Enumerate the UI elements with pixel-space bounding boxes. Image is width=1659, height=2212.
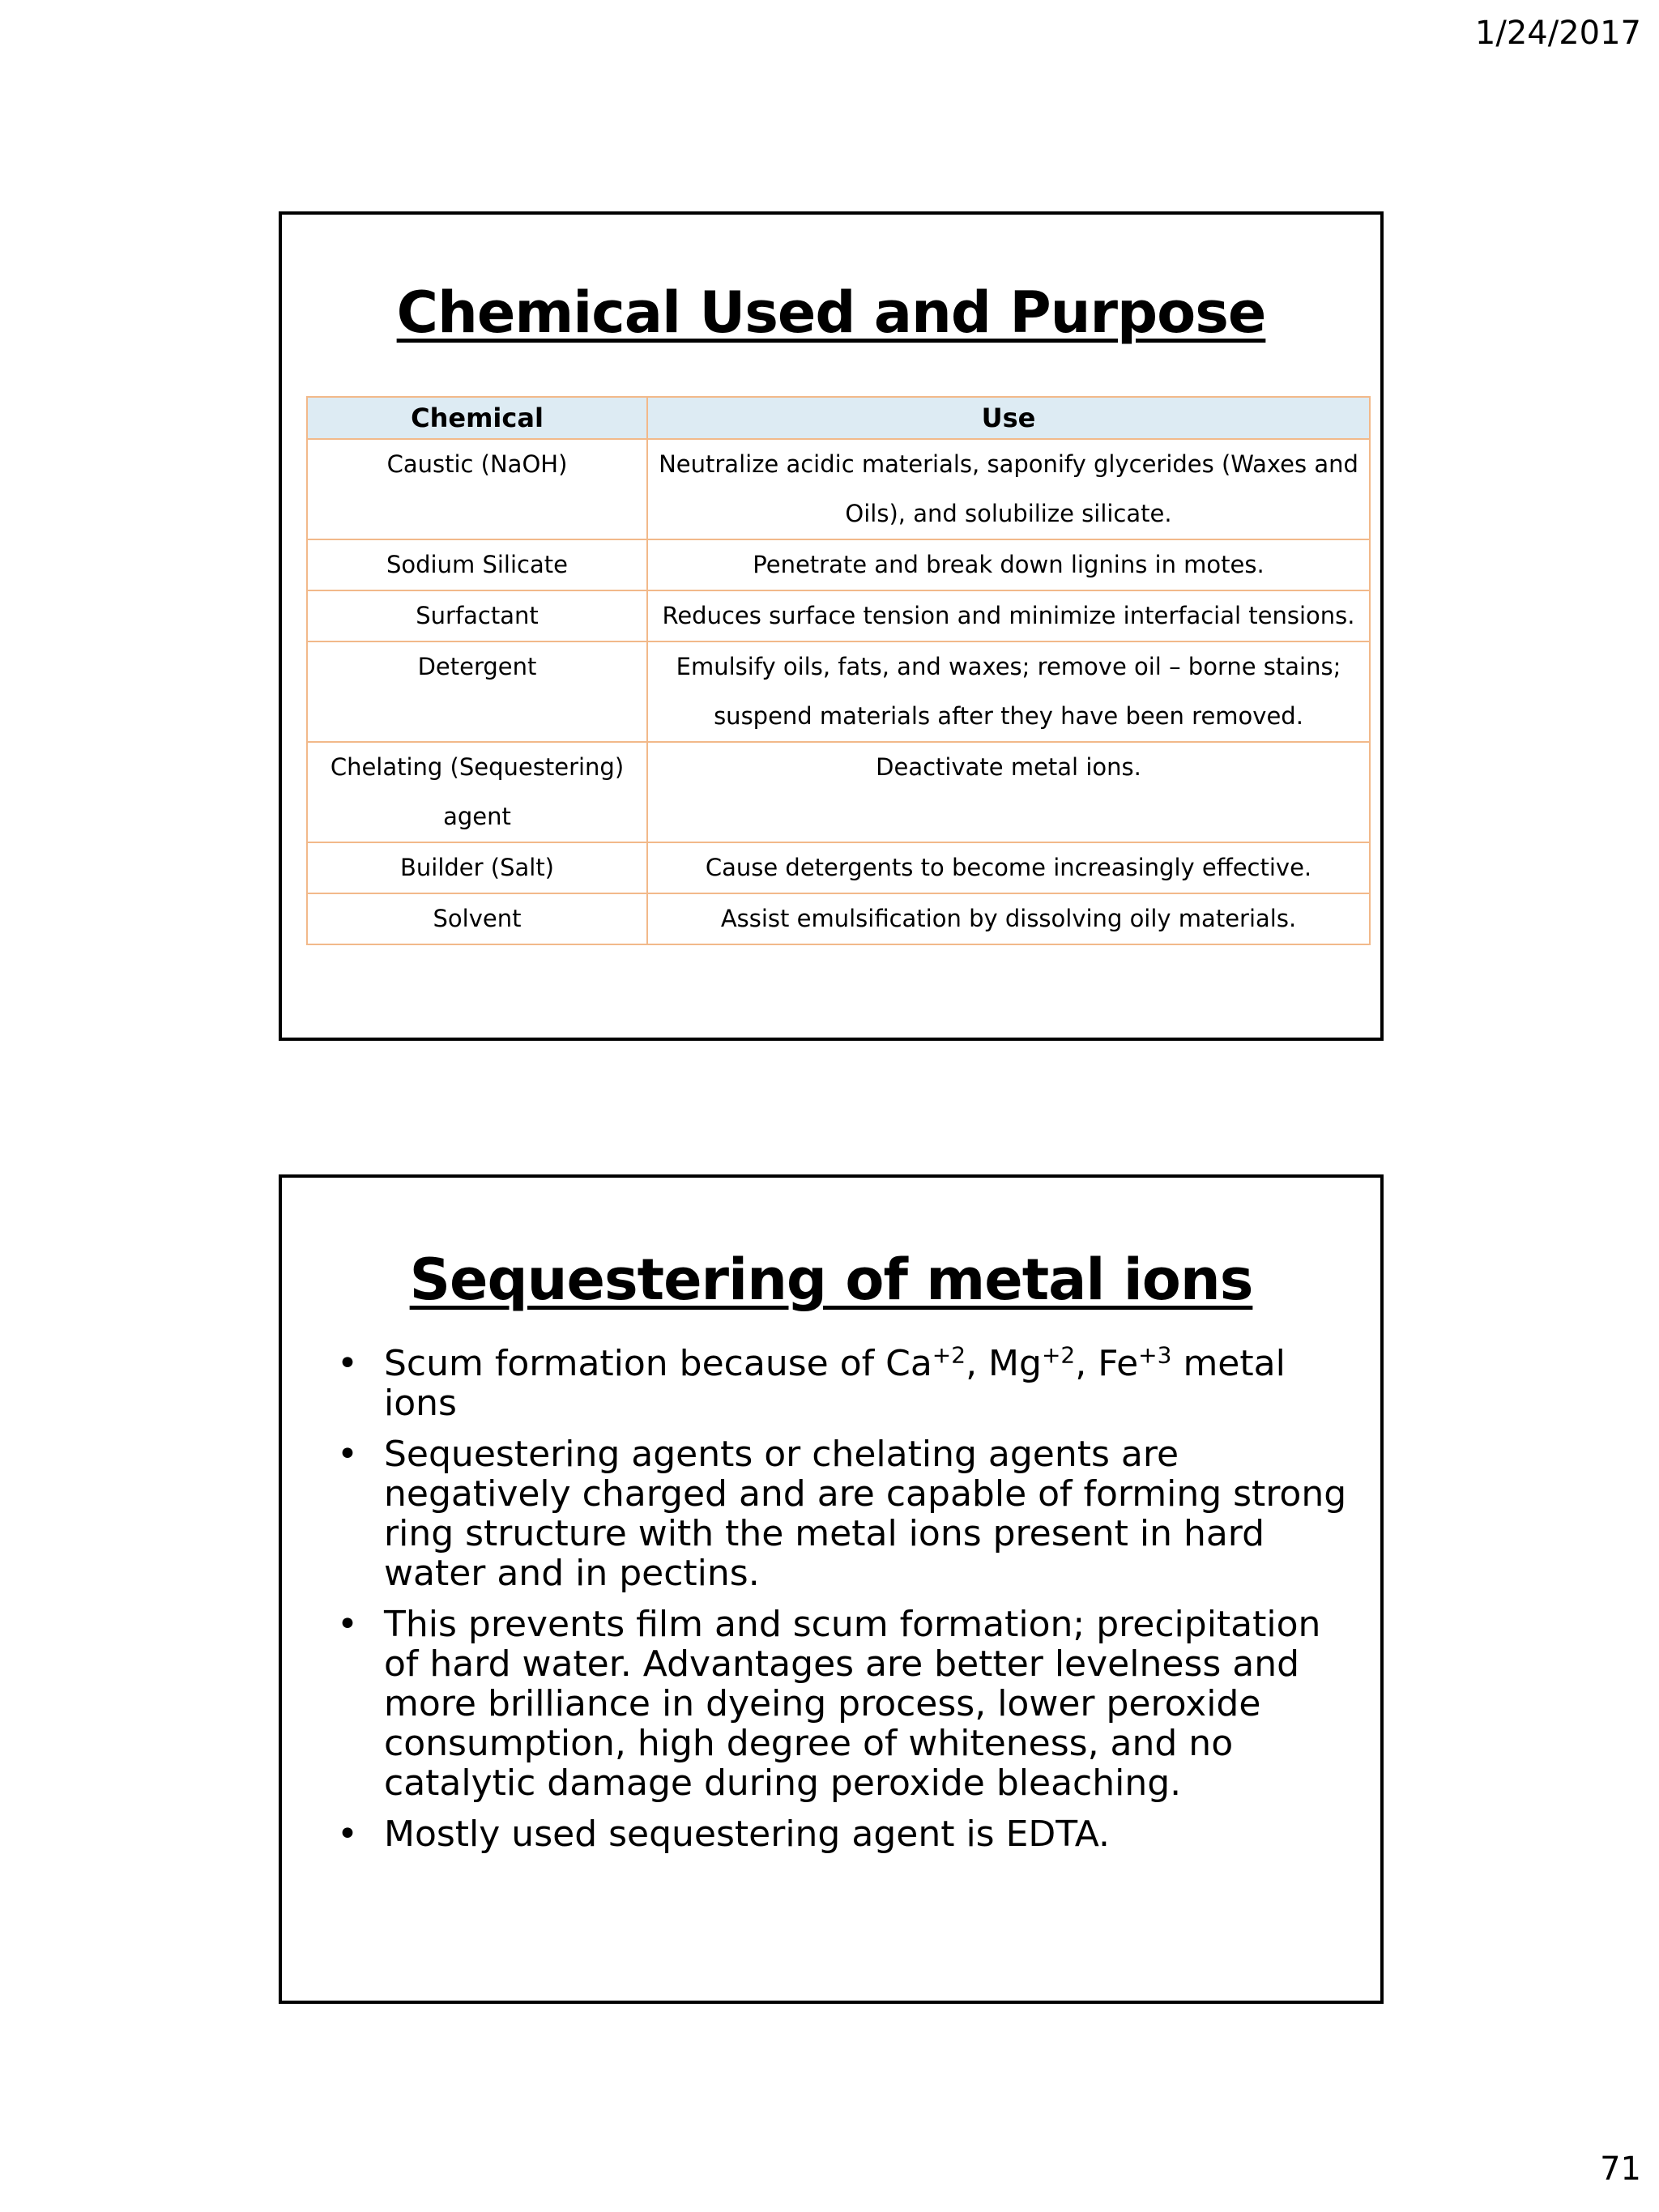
bullet-item: • This prevents film and scum formation; precipitation of hard water. Advantages are better levelness and more brilliance in dyeing process, lower peroxide consumption, high degree of whiteness, and no catalytic damage during peroxide bleaching. bbox=[334, 1605, 1354, 1803]
bullet-list bbox=[334, 1341, 1354, 1865]
superscript: +2 bbox=[1041, 1341, 1076, 1369]
bullet-text: metal ions bbox=[384, 1343, 1286, 1424]
chemical-cell: Caustic (NaOH) bbox=[307, 439, 647, 539]
use-cell: Emulsify oils, fats, and waxes; remove oil – borne stains; suspend materials after they have been removed. bbox=[647, 641, 1370, 742]
use-cell: Reduces surface tension and minimize interfacial tensions. bbox=[647, 590, 1370, 641]
bullet-text: , Fe bbox=[1075, 1343, 1139, 1384]
chemical-cell: Sodium Silicate bbox=[307, 539, 647, 590]
table-header-row bbox=[307, 397, 1370, 439]
bullet-item: • Sequestering agents or chelating agents are negatively charged and are capable of forming strong ring structure with the metal ions present in hard water and in pectins. bbox=[334, 1434, 1354, 1593]
table-row bbox=[307, 842, 1370, 893]
column-header-chemical: Chemical bbox=[307, 397, 647, 439]
table-row bbox=[307, 641, 1370, 742]
use-cell: Neutralize acidic materials, saponify glycerides (Waxes and Oils), and solubilize silicate. bbox=[647, 439, 1370, 539]
bullet-text: , Mg bbox=[966, 1343, 1042, 1384]
page-number: 71 bbox=[1600, 2150, 1641, 2188]
chemical-cell: Detergent bbox=[307, 641, 647, 742]
use-cell: Cause detergents to become increasingly effective. bbox=[647, 842, 1370, 893]
bullet-item bbox=[334, 1341, 1354, 1424]
use-cell: Penetrate and break down lignins in motes. bbox=[647, 539, 1370, 590]
use-cell: Deactivate metal ions. bbox=[647, 742, 1370, 842]
slide-title: Chemical Used and Purpose bbox=[396, 279, 1266, 346]
chemical-cell: Builder (Salt) bbox=[307, 842, 647, 893]
table-row bbox=[307, 590, 1370, 641]
superscript: +3 bbox=[1138, 1341, 1172, 1369]
chemical-table bbox=[306, 396, 1371, 945]
column-header-use: Use bbox=[647, 397, 1370, 439]
slide-title: Sequestering of metal ions bbox=[409, 1247, 1253, 1313]
bullet-item: • Mostly used sequestering agent is EDTA. bbox=[334, 1814, 1354, 1854]
use-cell: Assist emulsification by dissolving oily materials. bbox=[647, 893, 1370, 944]
slide-chemical-used bbox=[279, 211, 1384, 1041]
table-row bbox=[307, 439, 1370, 539]
chemical-cell: Chelating (Sequestering) agent bbox=[307, 742, 647, 842]
table-row bbox=[307, 742, 1370, 842]
chemical-cell: Surfactant bbox=[307, 590, 647, 641]
chemical-cell: Solvent bbox=[307, 893, 647, 944]
page-date: 1/24/2017 bbox=[1474, 15, 1641, 52]
slide-sequestering bbox=[279, 1174, 1384, 2004]
table-row bbox=[307, 893, 1370, 944]
superscript: +2 bbox=[932, 1341, 966, 1369]
bullet-text: Scum formation because of Ca bbox=[384, 1343, 932, 1384]
table-row bbox=[307, 539, 1370, 590]
